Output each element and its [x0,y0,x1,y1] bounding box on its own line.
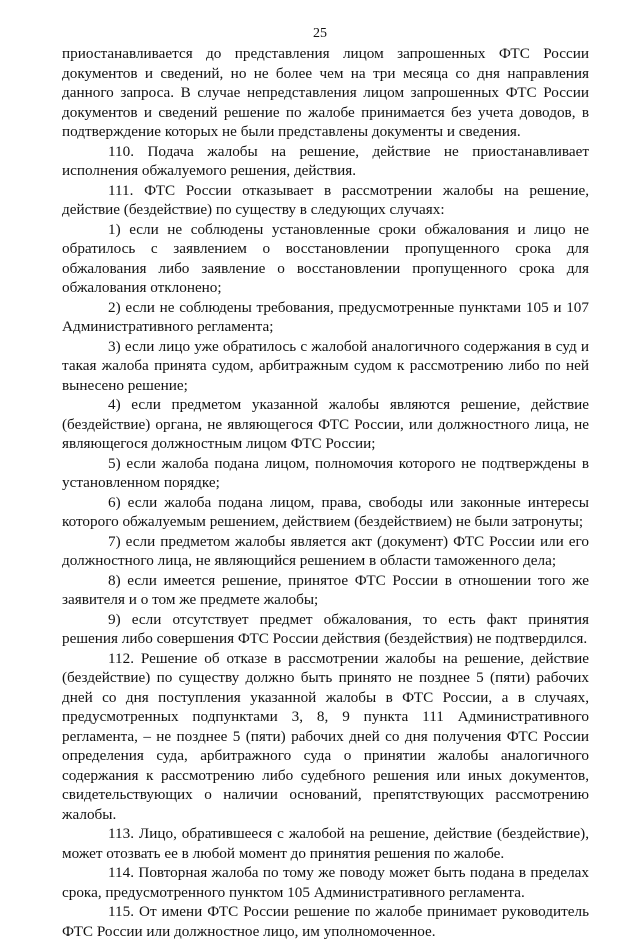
paragraph-p111-1: 1) если не соблюдены установленные сроки обжалования и лицо не обратилось с заявлением о восстановлении пропущенного срока для обжалования либо заявление о восстановлении пропущенного срока для обжалования отклонено; [62,220,589,296]
paragraph-p111-5: 5) если жалоба подана лицом, полномочия которого не подтверждены в установленном порядке; [62,454,589,491]
paragraph-p114: 114. Повторная жалоба по тому же поводу может быть подана в пределах срока, предусмотренного пунктом 105 Административного регламента. [62,864,589,901]
paragraph-p111-6: 6) если жалоба подана лицом, права, свободы или законные интересы которого обжалуемым решением, действием (бездействием) не были затронуты; [62,493,589,530]
paragraph-p111: 111. ФТС России отказывает в рассмотрении жалобы на решение, действие (бездействие) по существу в следующих случаях: [62,181,589,218]
paragraph-p112: 112. Решение об отказе в рассмотрении жалобы на решение, действие (бездействие) по существу должно быть принято не позднее 5 (пяти) рабочих дней со дня поступления указанной жалобы в ФТС России, а в случаях, предусмотренных подпунктами 3, 8, 9 пункта 111 Административного регламента, – не позднее 5 (пяти) рабочих дней со дня получения ФТС России определения суда, арбитражного суда о принятии жалобы аналогичного содержания к рассмотрению либо судебного решения или иных документов, свидетельствующих о наличии оснований, препятствующих рассмотрению жалобы. [62,649,589,823]
paragraph-p110: 110. Подача жалобы на решение, действие не приостанавливает исполнения обжалуемого решения, действия. [62,142,589,179]
paragraph-p111-3: 3) если лицо уже обратилось с жалобой аналогичного содержания в суд и такая жалоба принята судом, арбитражным судом к рассмотрению либо по ней вынесено решение; [62,337,589,394]
paragraph-p111-2: 2) если не соблюдены требования, предусмотренные пунктами 105 и 107 Административного регламента; [62,298,589,335]
paragraph-p113: 113. Лицо, обратившееся с жалобой на решение, действие (бездействие), может отозвать ее в любой момент до принятия решения по жалобе. [62,825,589,862]
document-body [62,44,589,941]
paragraph-p115: 115. От имени ФТС России решение по жалобе принимает руководитель ФТС России или должностное лицо, им уполномоченное. [62,903,589,940]
paragraph-p111-7: 7) если предметом жалобы является акт (документ) ФТС России или его должностного лица, не являющийся решением в области таможенного дела; [62,532,589,569]
paragraph-p0: приостанавливается до представления лицом запрошенных ФТС России документов и сведений, но не более чем на три месяца со дня направления данного запроса. В случае непредставления лицом запрошенных ФТС России документов и сведений решение по жалобе принимается без учета доводов, в подтверждение которых не были представлены документы и сведения. [62,45,589,140]
paragraph-p111-9: 9) если отсутствует предмет обжалования, то есть факт принятия решения либо совершения ФТС России действия (бездействия) не подтвердился. [62,610,589,647]
paragraph-p111-4: 4) если предметом указанной жалобы являются решение, действие (бездействие) органа, не являющегося ФТС России, или должностного лица, не являющегося должностным лицом ФТС России; [62,396,589,452]
page-number: 25 [313,26,327,41]
paragraph-p111-8: 8) если имеется решение, принятое ФТС России в отношении того же заявителя и о том же предмете жалобы; [62,571,589,608]
